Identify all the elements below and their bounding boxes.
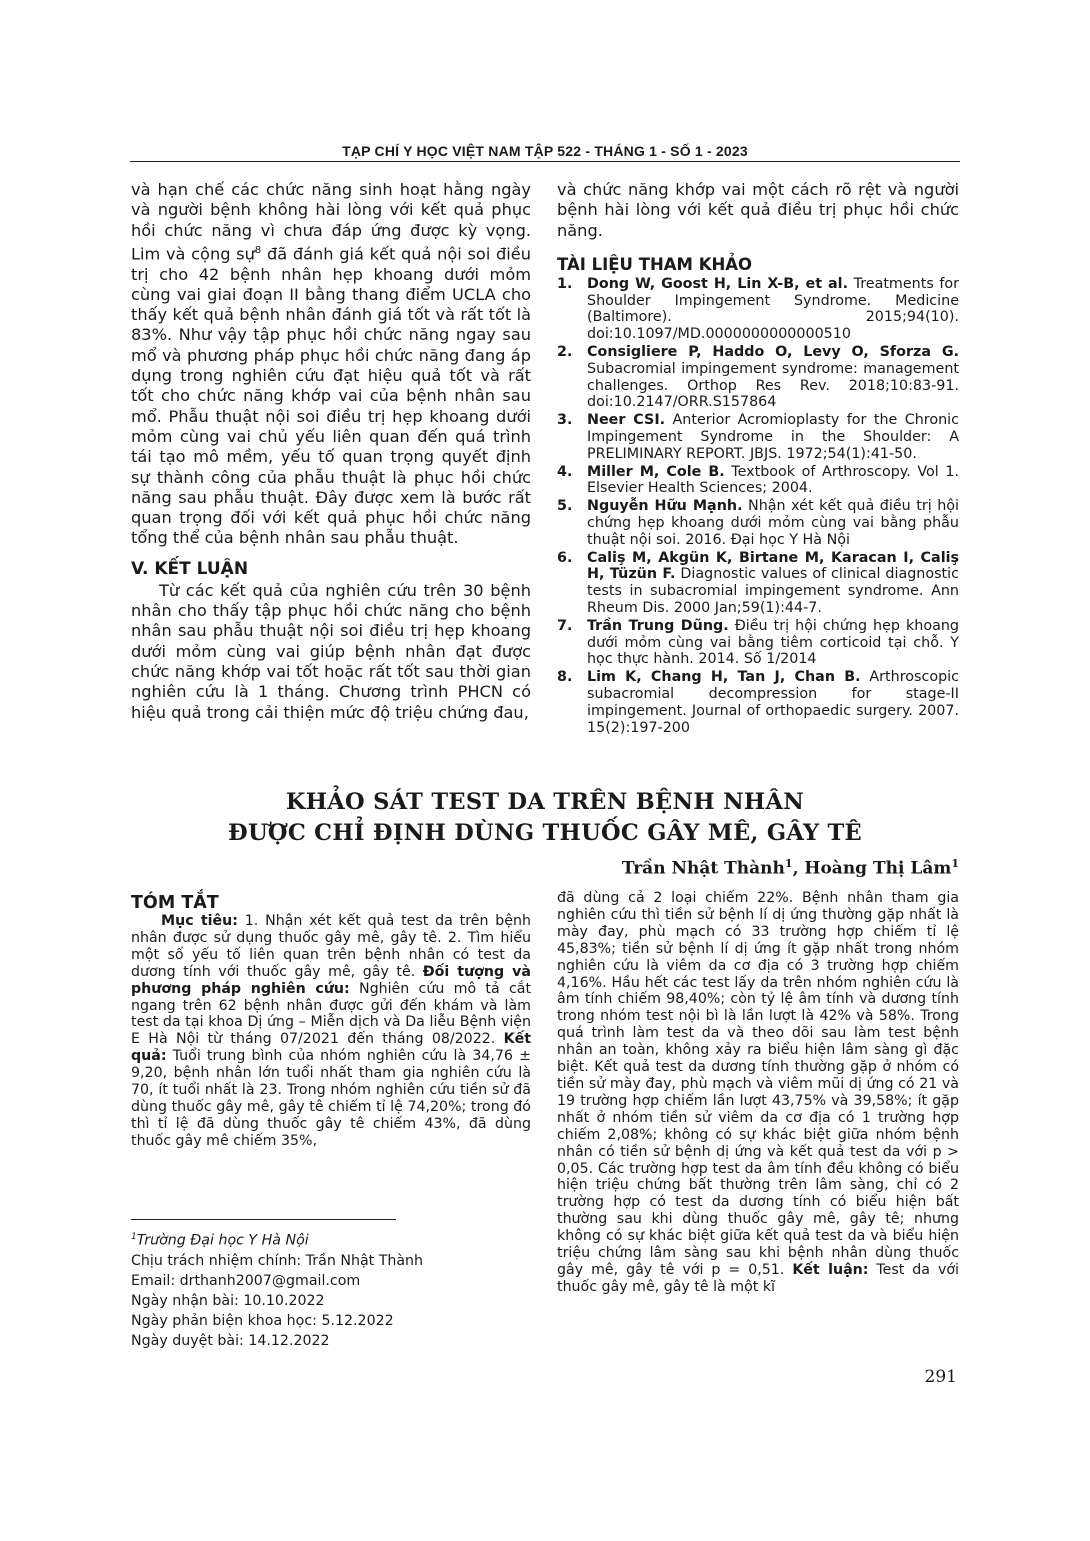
reference-text: Treatments for Shoulder Impingement Syndrome. Medicine (Baltimore). 2015;94(10). doi:10.1097/MD.0000000000000510 xyxy=(587,275,959,343)
abstract-label: Kết luận: xyxy=(792,1261,869,1278)
reference-text: Arthroscopic subacromial decompression for stage-II impingement. Journal of orthopaedic surgery. 2007. 15(2):197-200 xyxy=(587,669,959,736)
reference-authors: Nguyễn Hữu Mạnh. xyxy=(587,498,743,515)
footnotes xyxy=(131,1227,531,1351)
references-list xyxy=(557,276,959,737)
reference-item xyxy=(557,276,959,343)
reference-item xyxy=(557,669,959,736)
reference-authors: Miller M, Cole B. xyxy=(587,463,725,480)
references-heading: TÀI LIỆU THAM KHẢO xyxy=(557,254,753,274)
received-date: Ngày nhận bài: 10.10.2022 xyxy=(131,1292,325,1309)
abstract-results-text: Tuổi trung bình của nhóm nghiên cứu là 34,76 ± 9,20, bệnh nhân lớn tuổi nhất tham gia nghiên cứu là 70, ít tuổi nhất là 23. Trong nhóm nghiên cứu tiền sử đã dùng thuốc gây mê, gây tê chiếm tỉ lệ 74,20%; trong đó thì tỉ lệ đã dùng thuốc gây tê chiếm 43%, đã dùng thuốc gây mê chiếm 35%, xyxy=(131,1048,531,1149)
reference-number: 8. xyxy=(557,669,573,686)
discussion-text-continued: đã đánh giá kết quả nội soi điều trị cho 42 bệnh nhân hẹp khoang dưới mỏm cùng vai giai đoạn II bằng thang điểm UCLA cho thấy kết quả bệnh nhân đánh giá tốt và rất tốt là 83%. Như vậy tập phục hồi chức năng ngay sau mổ và phương pháp phục hồi chức năng đang áp dụng trong nghiên cứu đạt hiệu quả tốt và rất tốt cho chức năng khớp vai của bệnh nhân sau mổ. Phẫu thuật nội soi điều trị hẹp khoang dưới mỏm cùng vai chủ yếu liên quan đến quá trình tái tạo mô mềm, yếu tố quan trọng quyết định sự thành công của phẫu thuật là phục hồi chức năng sau phẫu thuật. Đây được xem là bước rất quan trọng đối với kết quả phục hồi chức năng tổng thể của bệnh nhân sau phẫu thuật. xyxy=(131,244,531,548)
reference-authors: Caliş M, Akgün K, Birtane M, Karacan I, Caliş H, Tüzün F. xyxy=(587,549,959,583)
abstract-heading: TÓM TẮT xyxy=(131,893,219,913)
reference-number: 2. xyxy=(557,344,573,361)
author-separator: , xyxy=(792,858,805,879)
reference-text: Textbook of Arthroscopy. Vol 1. Elsevier Health Sciences; 2004. xyxy=(587,463,960,497)
reference-text: Diagnostic values of clinical diagnostic tests in subacromial impingement syndrome. Ann Rheum Dis. 2000 Jan;59(1):44-7. xyxy=(587,566,959,617)
reference-number: 6. xyxy=(557,549,573,566)
conclusion-heading: V. KẾT LUẬN xyxy=(131,558,249,579)
abstract-paragraph xyxy=(131,913,531,1150)
responsible-author: Chịu trách nhiệm chính: Trần Nhật Thành xyxy=(131,1252,424,1269)
running-header: TẠP CHÍ Y HỌC VIỆT NAM TẬP 522 - THÁNG 1 - SỐ 1 - 2023 xyxy=(342,143,748,159)
conclusion-paragraph: Từ các kết quả của nghiên cứu trên 30 bệnh nhân cho thấy tập phục hồi chức năng cho bệnh nhân sau phẫu thuật nội soi điều trị hẹp khoang dưới mỏm cùng vai giúp bệnh nhân đạt được chức năng khớp vai tốt hoặc rất tốt sau thời gian nghiên cứu là 1 tháng. Chương trình PHCN có hiệu quả trong cải thiện mức độ triệu chứng đau, xyxy=(131,580,531,722)
abstract-objective-text: 1. Nhận xét kết quả test da trên bệnh nhân được sử dụng thuốc gây mê, gây tê. 2. Tìm hiểu một số yếu tố liên quan trên bệnh nhân có test da dương tính với thuốc gây mê, gây tê. xyxy=(131,913,531,980)
reference-item xyxy=(557,550,959,617)
affiliation-text: Trường Đại học Y Hà Nội xyxy=(136,1232,309,1249)
reference-authors: Dong W, Goost H, Lin X-B, et al. xyxy=(587,275,849,292)
citation-superscript: 8 xyxy=(254,244,262,256)
author-name: Trần Nhật Thành xyxy=(621,858,785,879)
reference-number: 5. xyxy=(557,498,573,515)
abstract-results-text-continued: đã dùng cả 2 loại chiếm 22%. Bệnh nhân tham gia nghiên cứu thì tiền sử bệnh lí dị ứng thường gặp nhất là mày đay, phù mạch có 33 trường hợp chiếm tỉ lệ 45,83%; tiền sử bệnh lí dị ứng ít gặp nhất trong nhóm nghiên cứu là viêm da cơ địa có 3 trường hợp chiếm 4,16%. Hầu hết các test lấy da trên nhóm nghiên cứu là âm tính chiếm 98,40%; còn tỷ lệ âm tính và dương tính trong nhóm test nội bì là lần lượt là 42% và 58%. Trong quá trình làm test da và theo dõi sau làm test bệnh nhân an toàn, không xảy ra biểu hiện lâm sàng gì đặc biệt. Kết quả test da dương tính thường gặp ở nhóm có tiền sử mày đay, phù mạch và viêm mũi dị ứng có 21 và 19 trường hợp chiếm lần lượt 43,75% và 39,58%; ít gặp nhất ở nhóm tiền sử viêm da cơ địa có 1 trường hợp chiếm 2,08%; không có sự khác biệt giữa nhóm bệnh nhân có tiền sử bệnh dị ứng và kết quả test da với p > 0,05. Các trường hợp test da âm tính đều không có biểu hiện triệu chứng bất thường trên lâm sàng, chỉ có 2 trường hợp có test da dương tính có biểu hiện bất thường sau khi dùng thuốc gây mê, gây tê; nhưng không có sự khác biệt giữa kết quả test da và biểu hiện triệu chứng lâm sàng sau khi bệnh nhân dùng thuốc gây mê, gây tê với p = 0,51. xyxy=(557,890,959,1278)
conclusion-paragraph-continued: và chức năng khớp vai một cách rõ rệt và người bệnh hài lòng với kết quả điều trị phục hồi chức năng. xyxy=(557,180,959,240)
approval-date: Ngày duyệt bài: 14.12.2022 xyxy=(131,1332,330,1349)
abstract-paragraph-continued xyxy=(557,890,959,1296)
reference-text: Subacromial impingement syndrome: management challenges. Orthop Res Rev. 2018;10:83-91. doi:10.2147/ORR.S157864 xyxy=(587,360,959,411)
abstract-label: Mục tiêu: xyxy=(161,913,238,929)
reference-text: Anterior Acromioplasty for the Chronic Impingement Syndrome in the Shoulder: A PRELIMINARY REPORT. JBJS. 1972;54(1):41-50. xyxy=(587,412,959,462)
abstract-methods-text: Nghiên cứu mô tả cắt ngang trên 62 bệnh nhân được gửi đến khám và làm test da tại khoa Dị ứng – Miễn dịch và Da liễu Bệnh viện E Hà Nội từ tháng 07/2021 đến tháng 08/2022. xyxy=(131,980,532,1048)
reference-authors: Consigliere P, Haddo O, Levy O, Sforza G. xyxy=(587,344,959,361)
review-date: Ngày phản biện khoa học: 5.12.2022 xyxy=(131,1312,394,1329)
footnote-divider xyxy=(131,1219,396,1220)
article-title-line-1: KHẢO SÁT TEST DA TRÊN BỆNH NHÂN xyxy=(285,789,805,815)
affiliation-footnote xyxy=(131,1227,531,1251)
abstract-conclusion-text: Test da với thuốc gây mê, gây tê là một kĩ xyxy=(557,1261,959,1295)
affiliation-mark: 1 xyxy=(131,1232,137,1242)
reference-authors: Neer CSI. xyxy=(587,412,666,429)
author-affiliation-mark: 1 xyxy=(784,857,793,870)
article-authors xyxy=(622,857,959,879)
reference-item xyxy=(557,464,959,498)
reference-text: Điều trị hội chứng hẹp khoang dưới mỏm cùng vai bằng tiêm corticoid tại chỗ. Y học thực hành. 2014. Số 1/2014 xyxy=(587,617,959,668)
author-email: Email: drthanh2007@gmail.com xyxy=(131,1272,361,1289)
discussion-paragraph xyxy=(131,180,531,549)
reference-item xyxy=(557,618,959,668)
author-name: Hoàng Thị Lâm xyxy=(804,858,952,879)
header-divider xyxy=(130,161,960,162)
reference-number: 1. xyxy=(557,275,573,292)
article-title-line-2: ĐƯỢC CHỈ ĐỊNH DÙNG THUỐC GÂY MÊ, GÂY TÊ xyxy=(228,820,862,846)
author-affiliation-mark: 1 xyxy=(951,857,959,870)
abstract-label: Kết quả: xyxy=(131,1031,531,1065)
reference-number: 3. xyxy=(557,412,573,429)
discussion-text: và hạn chế các chức năng sinh hoạt hằng ngày và người bệnh không hài lòng với kết quả phục hồi chức năng vì chưa đáp ứng được kỳ vọng. Lim và cộng sự xyxy=(131,180,531,264)
abstract-label: Đối tượng và phương pháp nghiên cứu: xyxy=(131,963,531,997)
reference-item xyxy=(557,498,959,548)
reference-authors: Trần Trung Dũng. xyxy=(587,617,729,634)
prev-article-left-column xyxy=(131,180,531,723)
abstract-left-column xyxy=(131,913,531,1150)
reference-text: Nhận xét kết quả điều trị hội chứng hẹp khoang dưới mỏm cùng vai bằng phẫu thuật nội soi. 2016. Đại học Y Hà Nội xyxy=(587,498,959,548)
article-title xyxy=(130,787,960,849)
reference-authors: Lim K, Chang H, Tan J, Chan B. xyxy=(587,669,861,686)
reference-number: 4. xyxy=(557,463,573,480)
page-number: 291 xyxy=(924,1367,957,1387)
reference-item xyxy=(557,412,959,462)
reference-number: 7. xyxy=(557,617,573,634)
reference-item xyxy=(557,344,959,411)
prev-article-right-column xyxy=(557,180,959,737)
abstract-right-column xyxy=(557,890,959,1296)
